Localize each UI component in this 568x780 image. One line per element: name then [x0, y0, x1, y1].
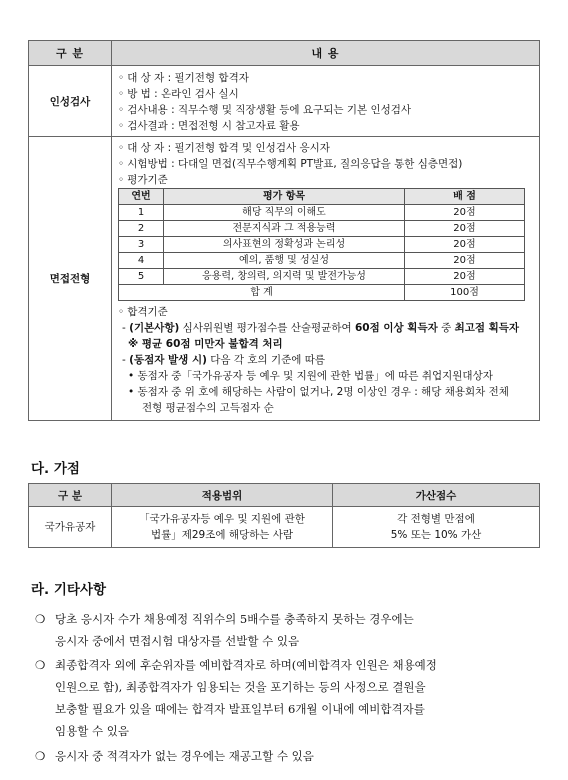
eval-score: 20점: [405, 253, 525, 269]
personality-category: 인성검사: [29, 66, 112, 137]
eval-total-row: [119, 285, 525, 301]
eval-score: 20점: [405, 237, 525, 253]
fail-note: ※ 평균 60점 미만자 불합격 처리: [128, 338, 283, 350]
bonus-scope: 「국가유공자등 예우 및 지원에 관한 법률」제29조에 해당하는 사람: [112, 507, 333, 548]
selection-process-table: [28, 40, 540, 421]
personality-line: ◦ 검사내용 : 직무수행 및 직장생활 등에 요구되는 기본 인성검사: [112, 102, 539, 118]
basic-rule-text: 심사위원별 평가점수를 산술평균하여: [179, 322, 355, 334]
tie-rule-item: • 동점자 중「국가유공자 등 예우 및 지원에 관한 법률」에 따른 취업지원대상자: [128, 370, 493, 382]
eval-total-value: 100점: [405, 285, 525, 301]
eval-item: 해당 직무의 이해도: [164, 205, 405, 221]
misc-item: ❍ 응시자 중 적격자가 없는 경우에는 재공고할 수 있음: [35, 745, 540, 767]
eval-row: [119, 221, 525, 237]
basic-rule-emph: 60점 이상 획득자: [354, 322, 438, 334]
personality-line: ◦ 검사결과 : 면접전형 시 참고자료 활용: [112, 118, 539, 134]
interview-row: [29, 137, 540, 421]
tie-rule-item: • 동점자 중 위 호에 해당하는 사람이 없거나, 2명 이상인 경우 : 해당 채용회차 전체: [128, 386, 509, 398]
bonus-header-row: [29, 484, 540, 507]
eval-item: 전문지식과 그 적용능력: [164, 221, 405, 237]
eval-score: 20점: [405, 269, 525, 285]
tie-rule-item-cont: 전형 평균점수의 고득점자 순: [142, 402, 274, 414]
interview-line: ◦ 시험방법 : 다대일 면접(직무수행계획 PT발표, 질의응답을 통한 심층면접): [112, 156, 539, 172]
interview-line: ◦ 대 상 자 : 필기전형 합격 및 인성검사 응시자: [112, 140, 539, 156]
eval-total-label: 합 계: [119, 285, 405, 301]
bonus-section-heading: 다. 가점: [31, 461, 80, 477]
eval-score: 20점: [405, 205, 525, 221]
eval-row: [119, 253, 525, 269]
eval-header-row: [119, 189, 525, 205]
eval-header-score: 배 점: [405, 189, 525, 205]
circle-bullet-icon: ❍: [35, 658, 46, 672]
bonus-header-scope: 적용범위: [112, 484, 333, 507]
eval-row: [119, 269, 525, 285]
eval-no: 4: [119, 253, 164, 269]
bonus-category: 국가유공자: [29, 507, 112, 548]
eval-row: [119, 205, 525, 221]
eval-header-item: 평가 항목: [164, 189, 405, 205]
bonus-score: 각 전형별 만점에 5% 또는 10% 가산: [333, 507, 540, 548]
tie-rule: [112, 352, 539, 368]
header-category: 구 분: [29, 41, 112, 66]
table-header-row: [29, 41, 540, 66]
header-content: 내 용: [112, 41, 540, 66]
bonus-points-table: [28, 483, 540, 548]
circle-bullet-icon: ❍: [35, 612, 46, 626]
interview-content: [112, 137, 540, 421]
personality-line: ◦ 방 법 : 온라인 검사 실시: [112, 86, 539, 102]
personality-test-row: [29, 66, 540, 137]
personality-line: ◦ 대 상 자 : 필기전형 합격자: [112, 70, 539, 86]
eval-item: 응용력, 창의력, 의지력 및 발전가능성: [164, 269, 405, 285]
misc-item: ❍ 당초 응시자 수가 채용예정 직위수의 5배수를 충족하지 못하는 경우에는 응시자 중에서 면접시험 대상자를 선발할 수 있음: [35, 608, 540, 652]
tie-rule-dash: -: [122, 354, 130, 366]
eval-no: 1: [119, 205, 164, 221]
basic-rule-text2: 중: [437, 322, 455, 334]
basic-rule-label: (기본사항): [129, 322, 180, 334]
basic-rule-emph2: 최고점 획득자: [454, 322, 520, 334]
misc-section-heading: 라. 기타사항: [31, 582, 107, 598]
tie-rule-text: 다음 각 호의 기준에 따름: [206, 354, 326, 366]
eval-header-no: 연번: [119, 189, 164, 205]
eval-item: 의사표현의 정확성과 논리성: [164, 237, 405, 253]
eval-no: 5: [119, 269, 164, 285]
bonus-header-score: 가산점수: [333, 484, 540, 507]
interview-category: 면접전형: [29, 137, 112, 421]
personality-content: [112, 66, 540, 137]
misc-item: ❍ 최종합격자 외에 후순위자를 예비합격자로 하며(예비합격자 인원은 채용예정 인원으로 함), 최종합격자가 임용되는 것을 포기하는 등의 사정으로 결원을 보충할 필요가 있을 때에는 합격자 발표일부터 6개월 이내에 예비합격자를 임용할 수 있음: [35, 654, 540, 742]
pass-criteria-title: ◦ 합격기준: [112, 304, 539, 320]
bonus-row: [29, 507, 540, 548]
eval-item: 예의, 품행 및 성실성: [164, 253, 405, 269]
eval-row: [119, 237, 525, 253]
interview-line: ◦ 평가기준: [112, 172, 539, 188]
evaluation-criteria-table: [118, 188, 525, 301]
eval-score: 20점: [405, 221, 525, 237]
bonus-header-category: 구 분: [29, 484, 112, 507]
basic-rule: [112, 320, 539, 336]
eval-no: 3: [119, 237, 164, 253]
eval-no: 2: [119, 221, 164, 237]
basic-rule-dash: -: [122, 322, 130, 334]
tie-rule-label: (동점자 발생 시): [129, 354, 207, 366]
circle-bullet-icon: ❍: [35, 749, 46, 763]
